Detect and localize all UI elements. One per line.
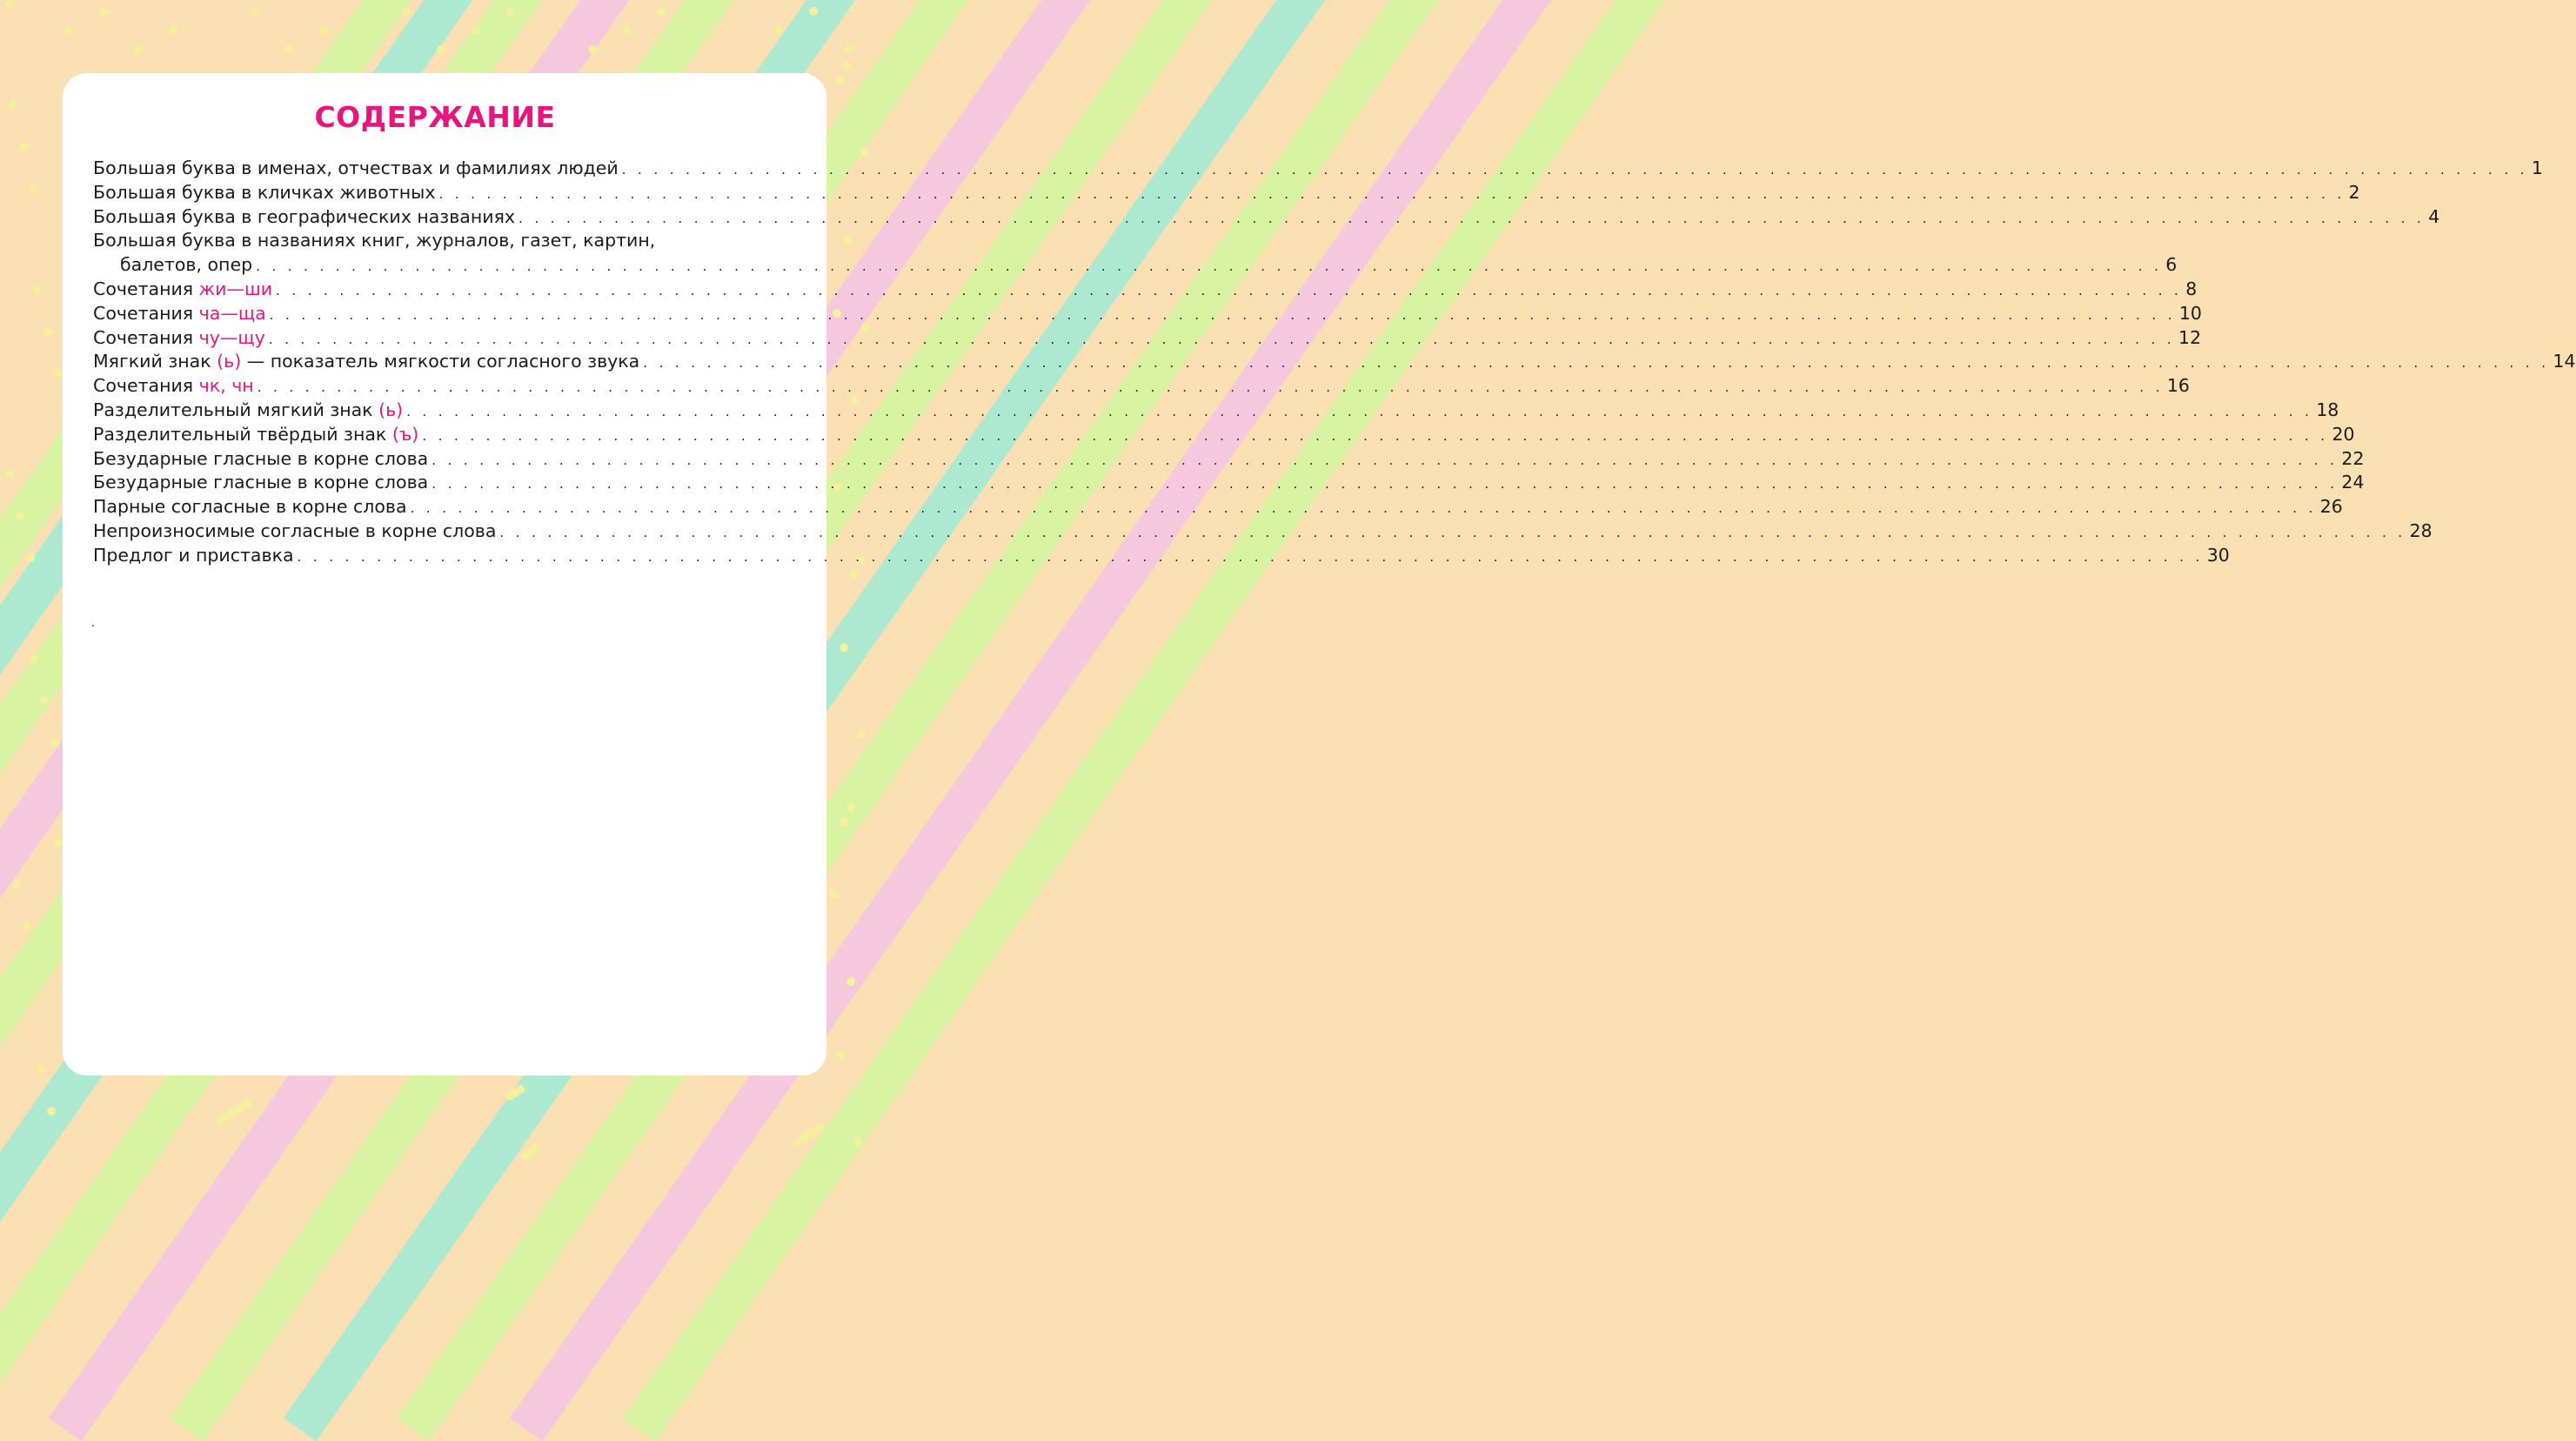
- toc-entry-title: Разделительный мягкий знак (ь): [93, 399, 404, 420]
- background-dot: [33, 285, 42, 294]
- toc-entry-title: Сочетания жи—ши: [93, 278, 273, 299]
- dot-leader: . . . . . . . . . . . . . . . . . . . . . . . . . . . . . . . . . . . . . . . . . . . . . . . . . . . . . . . . . . . . . . . . . . . . . . . . . . . . . . . . . . . . . . . . . . . . . . . . . . . . . . . . . . . . . . . . . . . . . . . .: [499, 524, 2406, 540]
- background-dot: [472, 26, 480, 35]
- background-dot: [320, 26, 329, 35]
- background-dot: [16, 512, 24, 520]
- page-title: СОДЕРЖАНИЕ: [314, 100, 556, 134]
- background-dot: [40, 696, 49, 705]
- toc-page-number: 18: [2316, 399, 2339, 420]
- background-dot: [809, 7, 818, 16]
- background-dot: [30, 654, 38, 663]
- toc-entry-title: Сочетания чу—щу: [93, 326, 265, 348]
- background-dot: [857, 730, 866, 739]
- background-dot: [836, 1050, 845, 1059]
- toc-entry-title: Предлог и приставка: [93, 544, 294, 566]
- background-dot: [843, 62, 852, 70]
- toc-entry-title: Большая буква в названиях книг, журналов, газет, картин,: [93, 230, 656, 251]
- dot-leader: . . . . . . . . . . . . . . . . . . . . . . . . . . . . . . . . . . . . . . . . . . . . . . . . . . . . . . . . . . . . . . . . . . . . . . . . . . . . . . . . . . . . . . . . . . . . . . . . . . . . . . . . . . . . . . . . . . . . . . . .: [257, 379, 2164, 396]
- toc-page-number: 2: [2348, 181, 2360, 203]
- dot-leader: . . . . . . . . . . . . . . . . . . . . . . . . . . . . . . . . . . . . . . . . . . . . . . . . . . . . . . . . . . . . . . . . . . . . . . . . . . . . . . . . . . . . . . . . . . . . . . . . . . . . . . . . . . . . . . . . . . . . . . . .: [269, 306, 2176, 323]
- toc-entry[interactable]: [93, 544, 2230, 568]
- toc-entry-title: Сочетания ча—ща: [93, 302, 266, 324]
- toc-page-number: 28: [2409, 519, 2432, 541]
- background-dot: [54, 369, 63, 378]
- toc-entry[interactable]: [93, 350, 2576, 374]
- background-dot: [23, 922, 31, 931]
- toc-entry[interactable]: [93, 205, 2440, 230]
- toc-page-number: 26: [2319, 496, 2343, 518]
- dot-leader: . . . . . . . . . . . . . . . . . . . . . . . . . . . . . . . . . . . . . . . . . . . . . . . . . . . . . . . . . . . . . . . . . . . . . . . . . . . . . . . . . . . . . . . . . . . . . . . . . . . . . . . . . . . . . . . . . . . . . . . .: [432, 452, 2338, 468]
- toc-entry[interactable]: [93, 447, 2365, 472]
- toc-entry-title: Мягкий знак (ь) — показатель мягкости согласного звука: [93, 351, 640, 372]
- background-dot: [64, 26, 73, 35]
- background-dot: [47, 1107, 56, 1116]
- toc-entry[interactable]: [93, 399, 2339, 423]
- background-dot: [840, 817, 848, 826]
- background-dot: [844, 45, 853, 54]
- toc-entry-title: Большая буква в именах, отчествах и фамилиях людей: [93, 158, 619, 178]
- background-dot: [437, 45, 445, 54]
- dot-leader: . . . . . . . . . . . . . . . . . . . . . . . . . . . . . . . . . . . . . . . . . . . . . . . . . . . . . . . . . . . . . . . . . . . . . . . . . . . . . . . . . . . . . . . . . . . . . . . . . . . . . . . . . . . . . . . . . . . . . . . .: [621, 162, 2528, 178]
- background-dot: [243, 1099, 251, 1108]
- highlighted-letters: (ъ): [391, 423, 419, 445]
- toc-entry-title: Разделительный твёрдый знак (ъ): [93, 423, 419, 445]
- background-dot: [5, 0, 14, 9]
- toc-entry-title: Безударные гласные в корне слова: [93, 447, 429, 469]
- toc-page-number: 10: [2178, 302, 2202, 324]
- dot-leader: . . . . . . . . . . . . . . . . . . . . . . . . . . . . . . . . . . . . . . . . . . . . . . . . . . . . . . . . . . . . . . . . . . . . . . . . . . . . . . . . . . . . . . . . . . . . . . . . . . . . . . . . . . . . . . . . . . . . . . . .: [432, 476, 2338, 493]
- stray-mark: [92, 625, 94, 627]
- toc-entry[interactable]: [93, 157, 2543, 181]
- toc-page-number: 30: [2206, 544, 2230, 566]
- background-dot: [30, 184, 38, 193]
- background-dot: [850, 570, 859, 579]
- background-dot: [54, 839, 63, 848]
- highlighted-letters: чк, чн: [198, 375, 254, 397]
- toc-entry[interactable]: [93, 253, 2178, 278]
- toc-entry-title: Безударные гласные в корне слова: [93, 472, 429, 493]
- background-dot: [12, 881, 21, 889]
- highlighted-letters: чу—щу: [198, 326, 265, 348]
- background-dot: [402, 7, 411, 16]
- dot-leader: . . . . . . . . . . . . . . . . . . . . . . . . . . . . . . . . . . . . . . . . . . . . . . . . . . . . . . . . . . . . . . . . . . . . . . . . . . . . . . . . . . . . . . . . . . . . . . . . . . . . . . . . . . . . . . . . . . . . . . . .: [297, 548, 2204, 565]
- highlighted-letters: (ь): [217, 351, 242, 372]
- highlighted-letters: жи—ши: [198, 278, 273, 299]
- background-dot: [588, 45, 597, 54]
- background-dot: [532, 1144, 540, 1153]
- background-dot: [99, 7, 108, 16]
- toc-entry-title: Большая буква в кличках животных: [93, 181, 436, 203]
- toc-page-number: 14: [2553, 351, 2576, 372]
- dot-leader: . . . . . . . . . . . . . . . . . . . . . . . . . . . . . . . . . . . . . . . . . . . . . . . . . . . . . . . . . . . . . . . . . . . . . . . . . . . . . . . . . . . . . . . . . . . . . . . . . . . . . . . . . . . . . . . . . . . . . . . .: [256, 258, 2163, 275]
- toc-entry[interactable]: [93, 495, 2343, 519]
- toc-page-number: 12: [2178, 326, 2202, 348]
- background-dot: [846, 977, 855, 986]
- background-dot: [37, 1065, 45, 1074]
- background-dot: [836, 76, 845, 84]
- background-dot: [815, 1123, 824, 1132]
- dot-leader: . . . . . . . . . . . . . . . . . . . . . . . . . . . . . . . . . . . . . . . . . . . . . . . . . . . . . . . . . . . . . . . . . . . . . . . . . . . . . . . . . . . . . . . . . . . . . . . . . . . . . . . . . . . . . . . . . . . . . . . .: [519, 210, 2425, 226]
- background-dot: [846, 803, 855, 812]
- toc-entry-title: Парные согласные в корне слова: [93, 496, 407, 518]
- dot-leader: . . . . . . . . . . . . . . . . . . . . . . . . . . . . . . . . . . . . . . . . . . . . . . . . . . . . . . . . . . . . . . . . . . . . . . . . . . . . . . . . . . . . . . . . . . . . . . . . . . . . . . . . . . . . . . . . . . . . . . . .: [643, 355, 2550, 372]
- background-dot: [26, 553, 35, 562]
- background-dot: [50, 738, 59, 747]
- background-dot: [840, 643, 848, 652]
- background-dot: [5, 470, 14, 479]
- toc-entry-title: балетов, опер: [120, 254, 253, 276]
- background-dot: [853, 1137, 862, 1146]
- toc-entry[interactable]: [93, 519, 2432, 544]
- toc-page-number: 8: [2185, 278, 2198, 299]
- toc-page-number: 16: [2166, 375, 2190, 397]
- dot-leader: . . . . . . . . . . . . . . . . . . . . . . . . . . . . . . . . . . . . . . . . . . . . . . . . . . . . . . . . . . . . . . . . . . . . . . . . . . . . . . . . . . . . . . . . . . . . . . . . . . . . . . . . . . . . . . . . . . . . . . . .: [406, 403, 2313, 419]
- background-dot: [43, 327, 52, 336]
- table-of-contents: [93, 157, 2576, 568]
- background-dot: [134, 45, 143, 54]
- toc-entry[interactable]: [93, 423, 2355, 447]
- background-dot: [285, 45, 294, 54]
- toc-page-number: 6: [2165, 254, 2178, 276]
- background-dot: [829, 890, 838, 899]
- toc-page-number: 24: [2341, 472, 2365, 493]
- background-dot: [843, 236, 852, 245]
- toc-entry[interactable]: [93, 471, 2365, 495]
- toc-entry-title: Сочетания чк, чн: [93, 375, 254, 397]
- dot-leader: . . . . . . . . . . . . . . . . . . . . . . . . . . . . . . . . . . . . . . . . . . . . . . . . . . . . . . . . . . . . . . . . . . . . . . . . . . . . . . . . . . . . . . . . . . . . . . . . . . . . . . . . . . . . . . . . . . . . . . . .: [276, 282, 2183, 298]
- toc-entry[interactable]: [93, 302, 2202, 326]
- dot-leader: . . . . . . . . . . . . . . . . . . . . . . . . . . . . . . . . . . . . . . . . . . . . . . . . . . . . . . . . . . . . . . . . . . . . . . . . . . . . . . . . . . . . . . . . . . . . . . . . . . . . . . . . . . . . . . . . . . . . . . . .: [268, 331, 2176, 347]
- dot-leader: . . . . . . . . . . . . . . . . . . . . . . . . . . . . . . . . . . . . . . . . . . . . . . . . . . . . . . . . . . . . . . . . . . . . . . . . . . . . . . . . . . . . . . . . . . . . . . . . . . . . . . . . . . . . . . . . . . . . . . . .: [422, 427, 2329, 444]
- toc-page-number: 4: [2428, 205, 2440, 227]
- highlighted-letters: (ь): [378, 399, 404, 420]
- background-dot: [623, 26, 632, 35]
- toc-page-number: 1: [2531, 158, 2543, 178]
- background-dot: [516, 1085, 525, 1094]
- background-dot: [860, 149, 869, 158]
- toc-entry-title: Большая буква в географических названиях: [93, 205, 516, 227]
- toc-entry[interactable]: [93, 326, 2202, 351]
- toc-entry[interactable]: [93, 229, 796, 253]
- toc-entry[interactable]: [93, 278, 2198, 302]
- toc-page-number: 22: [2341, 447, 2365, 469]
- background-dot: [19, 143, 28, 151]
- toc-page-number: 20: [2332, 423, 2355, 445]
- toc-entry-title: Непроизносимые согласные в корне слова: [93, 519, 497, 541]
- background-dot: [169, 26, 177, 35]
- dot-leader: . . . . . . . . . . . . . . . . . . . . . . . . . . . . . . . . . . . . . . . . . . . . . . . . . . . . . . . . . . . . . . . . . . . . . . . . . . . . . . . . . . . . . . . . . . . . . . . . . . . . . . . . . . . . . . . . . . . . . . . .: [438, 185, 2345, 202]
- background-dot: [251, 7, 259, 16]
- background-dot: [658, 7, 666, 16]
- dot-leader: . . . . . . . . . . . . . . . . . . . . . . . . . . . . . . . . . . . . . . . . . . . . . . . . . . . . . . . . . . . . . . . . . . . . . . . . . . . . . . . . . . . . . . . . . . . . . . . . . . . . . . . . . . . . . . . . . . . . . . . .: [410, 500, 2317, 517]
- background-dot: [774, 26, 783, 35]
- highlighted-letters: ча—ща: [198, 302, 266, 324]
- toc-entry[interactable]: [93, 181, 2360, 205]
- background-dot: [506, 7, 515, 16]
- toc-entry[interactable]: [93, 374, 2190, 399]
